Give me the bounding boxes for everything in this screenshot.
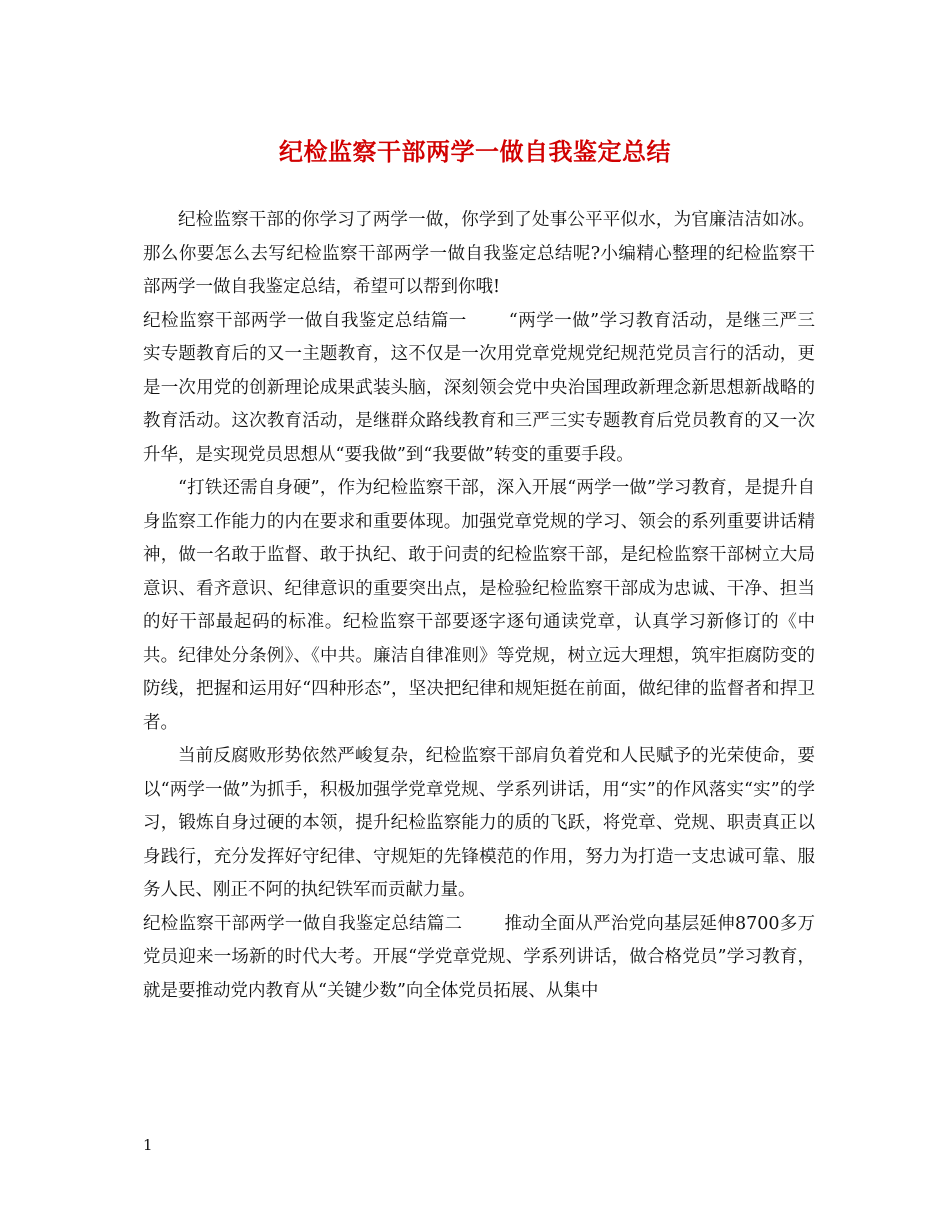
paragraph-anti-corruption [143,740,815,908]
paragraph-section-one [143,305,815,473]
paragraph-text: “两学一做”学习教育活动，是继三严三实专题教育后的又一主题教育，这不仅是一次用党章党规党纪规范党员言行的活动，更是一次用党的创新理论成果武装头脑，深刻领会党中央治国理政新理念新思想新战略的教育活动。这次教育活动，是继群众路线教育和三严三实专题教育后党员教育的又一次升华，是实现党员思想从“要我做”到“我要做”转变的重要手段。 [143,310,815,465]
document-title: 纪检监察干部两学一做自我鉴定总结 [279,137,671,166]
paragraph-intro [143,204,815,305]
paragraph-self-discipline [143,472,815,740]
paragraph-text: 当前反腐败形势依然严峻复杂，纪检监察干部肩负着党和人民赋予的光荣使命，要以“两学一做”为抓手，积极加强学党章党规、学系列讲话，用“实”的作风落实“实”的学习，锻炼自身过硬的本领，提升纪检监察能力的质的飞跃，将党章、党规、职责真正以身践行，充分发挥好守纪律、守规矩的先锋模范的作用，努力为打造一支忠诚可靠、服务人民、刚正不阿的执纪铁军而贡献力量。 [143,746,815,900]
section-heading: 纪检监察干部两学一做自我鉴定总结篇一 [143,310,467,331]
paragraph-text: 推动全面从严治党向基层延伸8700多万党员迎来一场新的时代大考。开展“学党章党规、学系列讲话，做合格党员”学习教育，就是要推动党内教育从“关键少数”向全体党员拓展、从集中 [143,913,815,1001]
page-number: 1 [143,1136,153,1154]
paragraph-text: “打铁还需自身硬”，作为纪检监察干部，深入开展“两学一做”学习教育，是提升自身监察工作能力的内在要求和重要体现。加强党章党规的学习、领会的系列重要讲话精神，做一名敢于监督、敢于执纪、敢于问责的纪检监察干部，是纪检监察干部树立大局意识、看齐意识、纪律意识的重要突出点，是检验纪检监察干部成为忠诚、干净、担当的好干部最起码的标准。纪检监察干部要逐字逐句通读党章，认真学习新修订的《中共。纪律处分条例》、《中共。廉洁自律准则》等党规，树立远大理想，筑牢拒腐防变的防线，把握和运用好“四种形态”，坚决把纪律和规矩挺在前面，做纪律的监督者和捍卫者。 [143,478,815,733]
paragraph-section-two [143,908,815,1009]
document-body [143,204,815,1008]
paragraph-text: 纪检监察干部的你学习了两学一做，你学到了处事公平平似水，为官廉洁洁如冰。那么你要怎么去写纪检监察干部两学一做自我鉴定总结呢?小编精心整理的纪检监察干部两学一做自我鉴定总结，希望可以帮到你哦! [143,210,815,297]
section-heading: 纪检监察干部两学一做自我鉴定总结篇二 [143,913,463,934]
